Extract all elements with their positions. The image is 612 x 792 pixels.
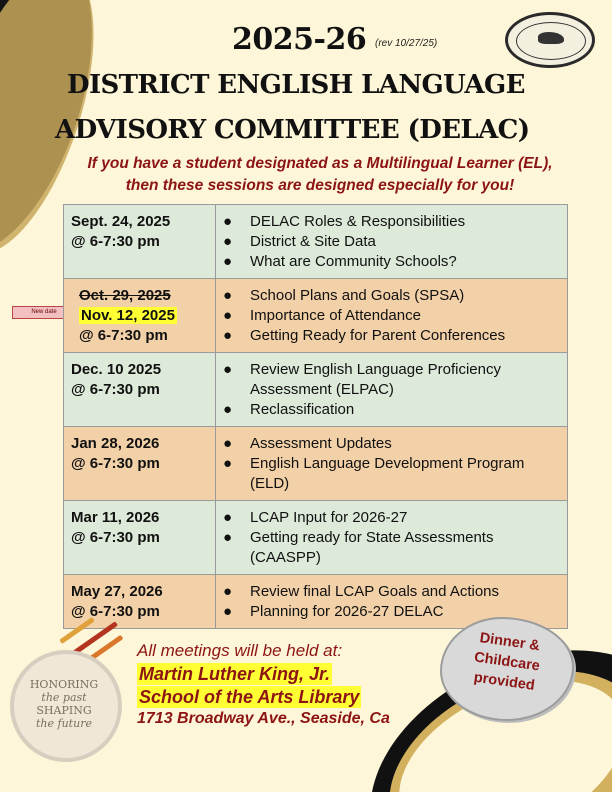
- list-item: ● DELAC Roles & Responsibilities: [223, 213, 466, 230]
- meeting-date: Dec. 10 2025 @ 6-7:30 pm: [64, 353, 216, 427]
- meeting-date: Mar 11, 2026 @ 6-7:30 pm: [64, 501, 216, 575]
- table-row: [64, 279, 568, 353]
- list-item: ● English Language Development Program (ELD): [223, 455, 525, 492]
- list-item: ● Importance of Attendance: [223, 307, 421, 324]
- list-item: ● LCAP Input for 2026-27: [223, 509, 408, 526]
- meeting-date: Jan 28, 2026 @ 6-7:30 pm: [64, 427, 216, 501]
- revision-date: (rev 10/27/25): [375, 38, 438, 49]
- list-item: ● School Plans and Goals (SPSA): [223, 287, 465, 304]
- new-date: Nov. 12, 2025: [81, 307, 175, 324]
- table-row: [64, 427, 568, 501]
- meeting-topics: [216, 353, 568, 427]
- list-item: ● Planning for 2026-27 DELAC: [223, 603, 444, 620]
- list-item: ● Reclassification: [223, 401, 355, 418]
- list-item: ● Getting ready for State Assessments (CAASPP): [223, 529, 494, 566]
- meeting-topics: [216, 279, 568, 353]
- location-name: School of the Arts Library: [139, 687, 360, 707]
- location-name: Martin Luther King, Jr.: [139, 664, 331, 684]
- location-address: 1713 Broadway Ave., Seaside, Ca: [137, 710, 390, 727]
- meeting-topics: [216, 427, 568, 501]
- list-item: ● Review English Language Proficiency Assessment (ELPAC): [223, 361, 501, 398]
- table-row: [64, 205, 568, 279]
- meeting-schedule-table: [63, 204, 568, 629]
- honoring-badge-logo: HONORING the past SHAPING the future: [2, 620, 132, 792]
- school-year: 2025-26: [232, 22, 367, 57]
- new-date-tag: New date: [12, 306, 76, 319]
- page-title: ADVISORY COMMITTEE (DELAC): [55, 115, 530, 145]
- page-title: DISTRICT ENGLISH LANGUAGE: [67, 70, 525, 100]
- meeting-date: Oct. 29, 2025 Nov. 12, 2025 @ 6-7:30 pm: [64, 279, 216, 353]
- meeting-date: Sept. 24, 2025 @ 6-7:30 pm: [64, 205, 216, 279]
- list-item: ● Review final LCAP Goals and Actions: [223, 583, 500, 600]
- meeting-date: May 27, 2026 @ 6-7:30 pm: [64, 575, 216, 629]
- location-intro: All meetings will be held at:: [137, 641, 343, 660]
- list-item: ● What are Community Schools?: [223, 253, 457, 270]
- list-item: ● District & Site Data: [223, 233, 376, 250]
- meeting-topics: [216, 501, 568, 575]
- dinner-childcare-note: Dinner & Childcare provided: [472, 630, 541, 694]
- cancelled-date: Oct. 29, 2025: [79, 287, 171, 304]
- table-row: [64, 353, 568, 427]
- table-row: [64, 501, 568, 575]
- intro-text: If you have a student designated as a Multilingual Learner (EL), then these sessions are designed especially for you!: [87, 155, 553, 194]
- list-item: ● Getting Ready for Parent Conferences: [223, 327, 506, 344]
- meeting-topics: [216, 205, 568, 279]
- list-item: ● Assessment Updates: [223, 435, 392, 452]
- district-seal-icon: [505, 12, 595, 68]
